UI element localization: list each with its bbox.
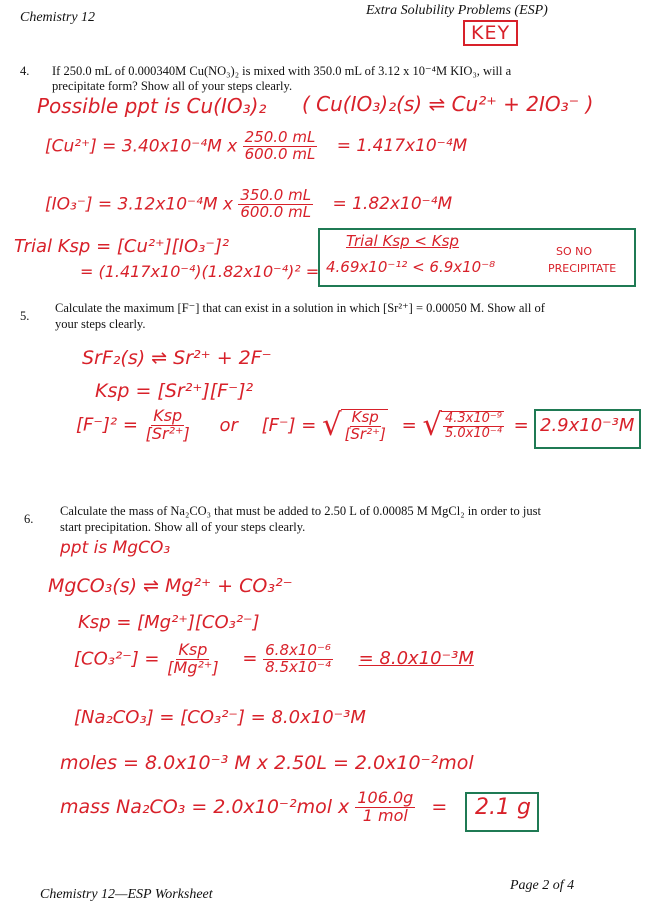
sqrt-icon: √ (322, 408, 342, 443)
sqrt-icon: √ (422, 408, 442, 443)
q6-equals: = (242, 648, 258, 670)
q4-io3-fraction-den: 600.0 mL (240, 202, 312, 221)
q6-mass (60, 790, 447, 825)
q4-cu-result: = 1.417x10⁻⁴M (336, 136, 468, 157)
q5-fraction2-den: [Sr²⁺] (344, 424, 386, 443)
q5-f-root: [F⁻] = (261, 414, 317, 436)
q5-f-squared: [F⁻]² = (76, 414, 138, 436)
q6-mass-expr: mass Na₂CO₃ = 2.0x10⁻²mol x (60, 795, 350, 818)
q6-ksp-expr: Ksp = [Mg²⁺][CO₃²⁻] (78, 612, 260, 633)
q4-cu-conc (45, 130, 467, 163)
q5-fraction1 (144, 408, 192, 443)
q5-fraction2 (343, 407, 388, 443)
q6-na2co3: [Na₂CO₃] = [CO₃²⁻] = 8.0x10⁻³M (74, 707, 366, 728)
header-course: Chemistry 12 (20, 10, 96, 25)
q5-answer: 2.9x10⁻³M (540, 415, 635, 436)
q5-fraction3 (443, 412, 504, 440)
q4-text-line2: precipitate form? Show all of your steps clearly. (52, 79, 293, 93)
q4-trial-ksp: Trial Ksp = [Cu²⁺][IO₃⁻]² (14, 236, 230, 257)
q6-text-line1: Calculate the mass of Na₂CO₃ that must be added to 2.50 L of 0.00085 M MgCl₂ in order to just (60, 504, 541, 518)
q4-number: 4. (20, 64, 30, 78)
q4-trial-calc: = (1.417x10⁻⁴)(1.82x10⁻⁴)² = (80, 262, 320, 281)
q6-equilibrium: MgCO₃(s) ⇌ Mg²⁺ + CO₃²⁻ (48, 575, 293, 597)
q4-cu-fraction (243, 130, 318, 163)
q6-moles: moles = 8.0x10⁻³ M x 2.50L = 2.0x10⁻²mol (60, 752, 474, 774)
q6-fraction2-den: 8.5x10⁻⁴ (265, 657, 331, 676)
q6-fraction1-den: [Mg²⁺] (167, 657, 219, 677)
q5-fraction1-den: [Sr²⁺] (145, 424, 190, 443)
q5-sqrt-ksp (322, 408, 388, 443)
q5-or: or (219, 414, 238, 436)
q6-co3-calc (74, 642, 474, 677)
q5-ksp-expr: Ksp = [Sr²⁺][F⁻]² (95, 380, 254, 402)
q4-cu-fraction-den: 600.0 mL (244, 144, 316, 163)
q4-box-precipitate: PRECIPITATE (548, 262, 617, 275)
q4-io3-expr: [IO₃⁻] = 3.12x10⁻⁴M x (45, 194, 233, 215)
q6-fraction1-num: Ksp (178, 640, 208, 659)
q5-fraction3-num: 4.3x10⁻⁹ (444, 410, 502, 426)
key-stamp: KEY (463, 20, 518, 46)
q5-equals: = (401, 414, 417, 436)
q6-mass-fraction-num: 106.0g (357, 788, 414, 807)
q4-io3-fraction (238, 188, 313, 221)
q4-io3-conc (45, 188, 452, 221)
q6-ppt: ppt is MgCO₃ (60, 538, 171, 558)
q6-mass-fraction-den: 1 mol (362, 805, 408, 825)
q6-fraction1 (165, 642, 220, 677)
q4-cu-expr: [Cu²⁺] = 3.40x10⁻⁴M x (45, 136, 238, 157)
q6-co3-expr: [CO₃²⁻] = (74, 648, 160, 670)
q6-mass-equals: = (431, 795, 448, 818)
q4-box-compare: Trial Ksp < Ksp (346, 232, 459, 250)
q5-fraction2-num: Ksp (351, 407, 379, 426)
q5-sqrt-values (422, 408, 503, 443)
footer-worksheet: Chemistry 12—ESP Worksheet (40, 887, 213, 902)
q5-equilibrium: SrF₂(s) ⇌ Sr²⁺ + 2F⁻ (82, 347, 272, 369)
q4-cu-fraction-num: 250.0 mL (244, 128, 316, 146)
q5-fraction1-num: Ksp (153, 406, 183, 426)
q6-text-line2: start precipitation. Show all of your steps clearly. (60, 520, 306, 534)
q5-text-line1: Calculate the maximum [F⁻] that can exist in a solution in which [Sr²⁺] = 0.00050 M. Show all of (55, 301, 545, 315)
q6-co3-result: = 8.0x10⁻³M (358, 648, 474, 670)
q6-fraction2 (263, 643, 333, 676)
q4-text-line1: If 250.0 mL of 0.000340M Cu(NO₃)₂ is mixed with 350.0 mL of 3.12 x 10⁻⁴M KIO₃, will a (52, 64, 512, 78)
q5-fraction3-den: 5.0x10⁻⁴ (444, 425, 502, 441)
q6-number: 6. (24, 512, 34, 526)
q5-number: 5. (20, 309, 30, 323)
q4-possible-ppt: Possible ppt is Cu(IO₃)₂ (37, 94, 267, 118)
footer-page-number: Page 2 of 4 (510, 878, 575, 893)
q6-fraction2-num: 6.8x10⁻⁶ (265, 641, 331, 660)
header-title: Extra Solubility Problems (ESP) (366, 3, 548, 18)
q4-box-so-no: SO NO (556, 245, 593, 258)
q5-equals-2: = (513, 414, 529, 436)
q6-mass-fraction (355, 790, 415, 825)
q4-box-values: 4.69x10⁻¹² < 6.9x10⁻⁸ (326, 258, 496, 276)
q6-answer: 2.1 g (475, 795, 531, 820)
q5-f-calc (76, 408, 529, 443)
q5-text-line2: your steps clearly. (55, 317, 146, 331)
q4-io3-result: = 1.82x10⁻⁴M (332, 194, 453, 215)
q4-dissociation: ( Cu(IO₃)₂(s) ⇌ Cu²⁺ + 2IO₃⁻ ) (302, 92, 594, 116)
q4-io3-fraction-num: 350.0 mL (240, 186, 312, 204)
